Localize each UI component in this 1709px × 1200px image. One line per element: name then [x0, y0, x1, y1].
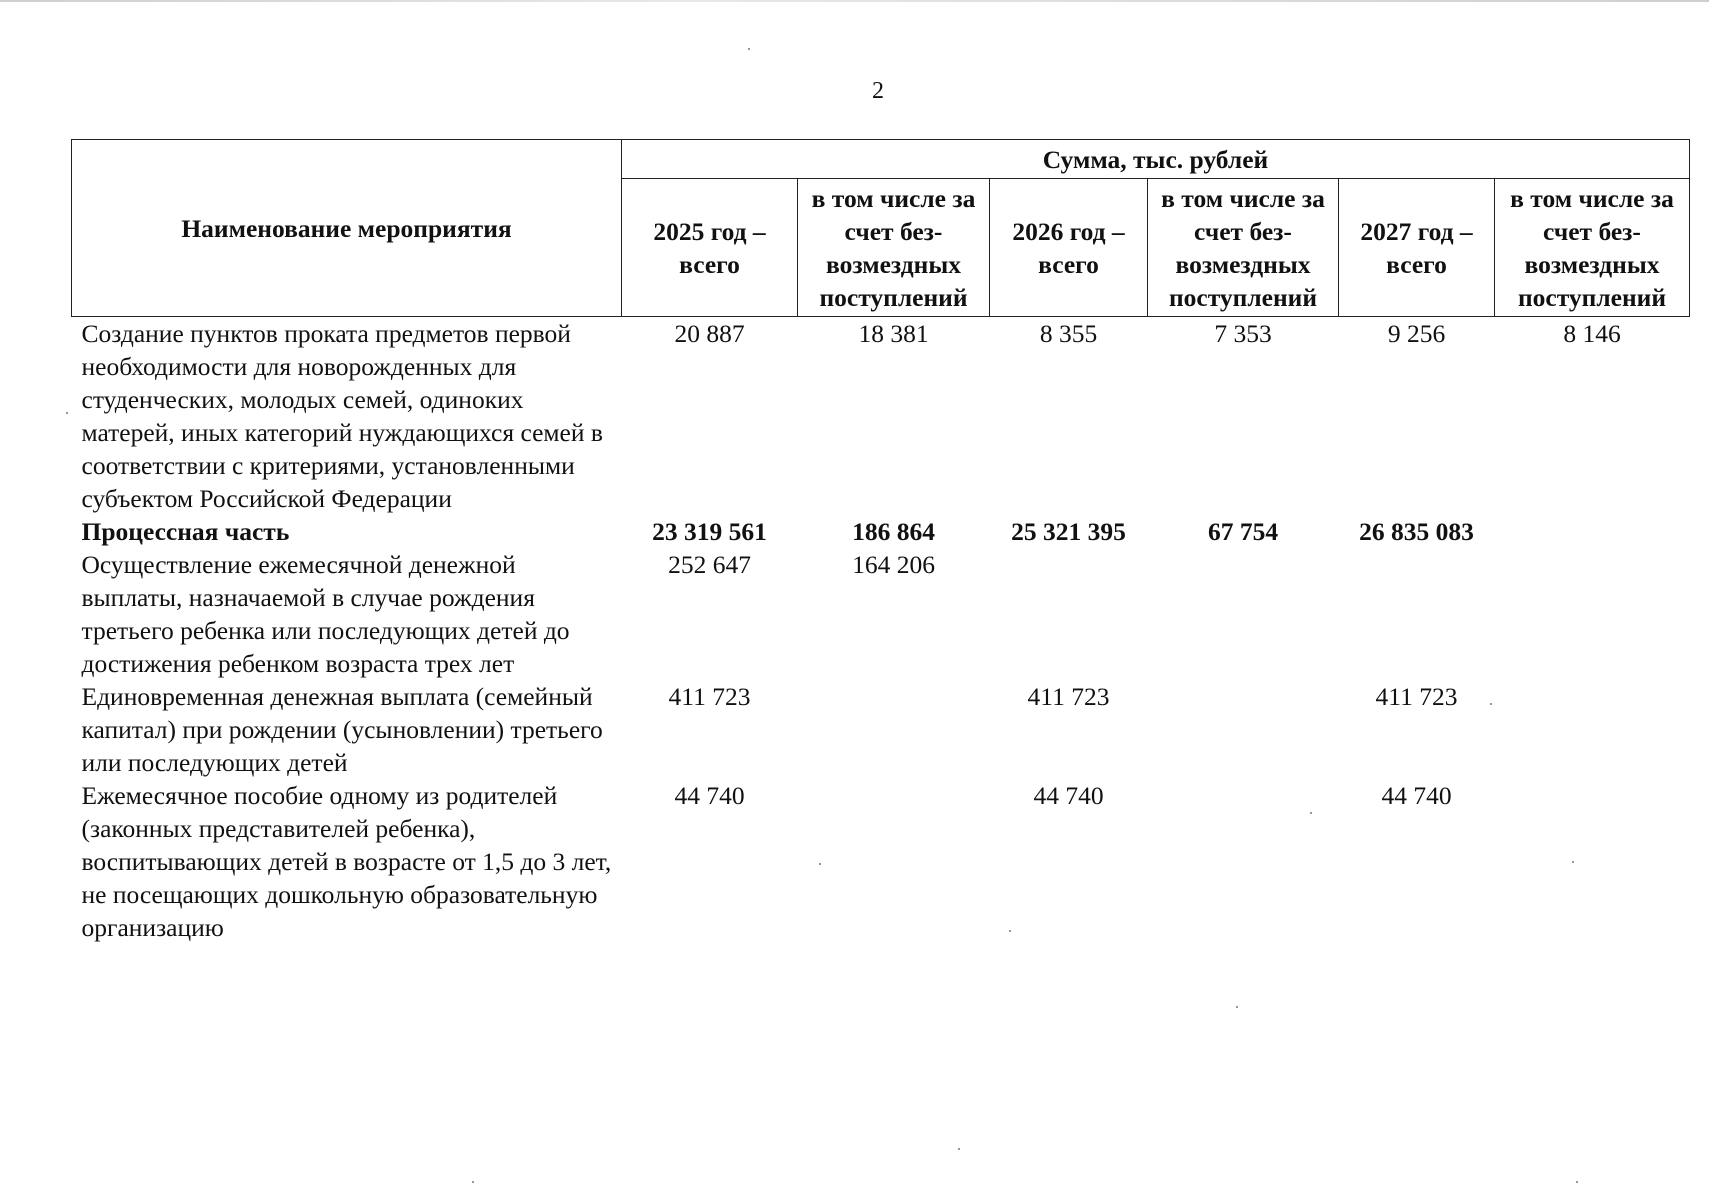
scan-speck — [66, 412, 68, 414]
scan-top-edge — [0, 0, 1709, 2]
row-value — [1148, 548, 1339, 680]
row-value — [990, 548, 1148, 680]
scan-speck — [1310, 812, 1312, 814]
row-name: Создание пунктов проката предметов первой необходимости для новорожденных для студенческих, молодых семей, одиноких матерей, иных категорий нуждающихся семей в соответствии с критериями, установленными субъектом Российской Федерации — [81, 319, 603, 513]
row-value — [1495, 515, 1690, 548]
scan-speck — [1236, 1006, 1238, 1008]
table-row — [72, 317, 1690, 516]
row-value: 411 723 — [668, 682, 751, 711]
col-header-sum: Сумма, тыс. рублей — [622, 140, 1690, 179]
row-value: 26 835 083 — [1359, 517, 1474, 546]
row-value: 20 887 — [674, 319, 745, 348]
row-value: 252 647 — [668, 550, 751, 579]
row-value — [1148, 680, 1339, 779]
row-value: 67 754 — [1207, 517, 1279, 546]
row-name: Процессная часть — [81, 517, 290, 546]
row-value: 44 740 — [674, 781, 745, 810]
table-row — [72, 680, 1690, 779]
row-value — [1495, 548, 1690, 680]
row-name: Ежемесячное пособие одному из родителей (законных представителей ребенка), воспитывающих детей в возрасте от 1,5 до 3 лет, не посещающих дошкольную образовательную организацию — [81, 781, 612, 942]
page-number: 2 — [872, 78, 884, 104]
row-value — [1495, 680, 1690, 779]
row-value: 18 381 — [858, 319, 929, 348]
col-header-2025-gratuitous: в том числе за счет без-возмездных поступлений — [798, 179, 990, 317]
col-header-2026-total: 2026 год – всего — [990, 179, 1148, 317]
scan-speck — [1572, 861, 1574, 863]
row-name: Осуществление ежемесячной денежной выплаты, назначаемой в случае рождения третьего ребенка или последующих детей до достижения ребенком возраста трех лет — [81, 550, 570, 678]
row-value — [798, 779, 990, 944]
row-value: 164 206 — [852, 550, 935, 579]
row-name: Единовременная денежная выплата (семейный капитал) при рождении (усыновлении) третьего или последующих детей — [81, 682, 603, 777]
scan-speck — [819, 863, 821, 865]
budget-table — [71, 139, 1690, 944]
row-value: 9 256 — [1387, 319, 1446, 348]
row-value: 44 740 — [1033, 781, 1104, 810]
row-value: 44 740 — [1381, 781, 1452, 810]
col-header-name: Наименование мероприятия — [72, 140, 622, 317]
scan-speck — [748, 48, 750, 50]
row-value — [1339, 548, 1495, 680]
col-header-2025-total: 2025 год – всего — [622, 179, 798, 317]
col-header-2027-gratuitous: в том числе за счет без-возмездных поступлений — [1495, 179, 1690, 317]
table-row — [72, 779, 1690, 944]
col-header-2027-total: 2027 год – всего — [1339, 179, 1495, 317]
table-row-section — [72, 515, 1690, 548]
col-header-2026-gratuitous: в том числе за счет без-возмездных поступлений — [1148, 179, 1339, 317]
scan-speck — [472, 1181, 474, 1183]
row-value: 8 146 — [1563, 319, 1621, 348]
table-row — [72, 548, 1690, 680]
scan-speck — [1576, 1181, 1578, 1183]
row-value — [1495, 779, 1690, 944]
scan-speck — [1490, 703, 1492, 705]
row-value: 186 864 — [852, 517, 935, 546]
row-value: 7 353 — [1214, 319, 1272, 348]
row-value — [798, 680, 990, 779]
row-value: 411 723 — [1027, 682, 1110, 711]
row-value: 25 321 395 — [1011, 517, 1126, 546]
row-value: 23 319 561 — [652, 517, 767, 546]
row-value — [1148, 779, 1339, 944]
row-value: 411 723 — [1375, 682, 1458, 711]
row-value: 8 355 — [1039, 319, 1098, 348]
scan-speck — [1009, 930, 1011, 932]
scan-speck — [958, 1148, 960, 1150]
